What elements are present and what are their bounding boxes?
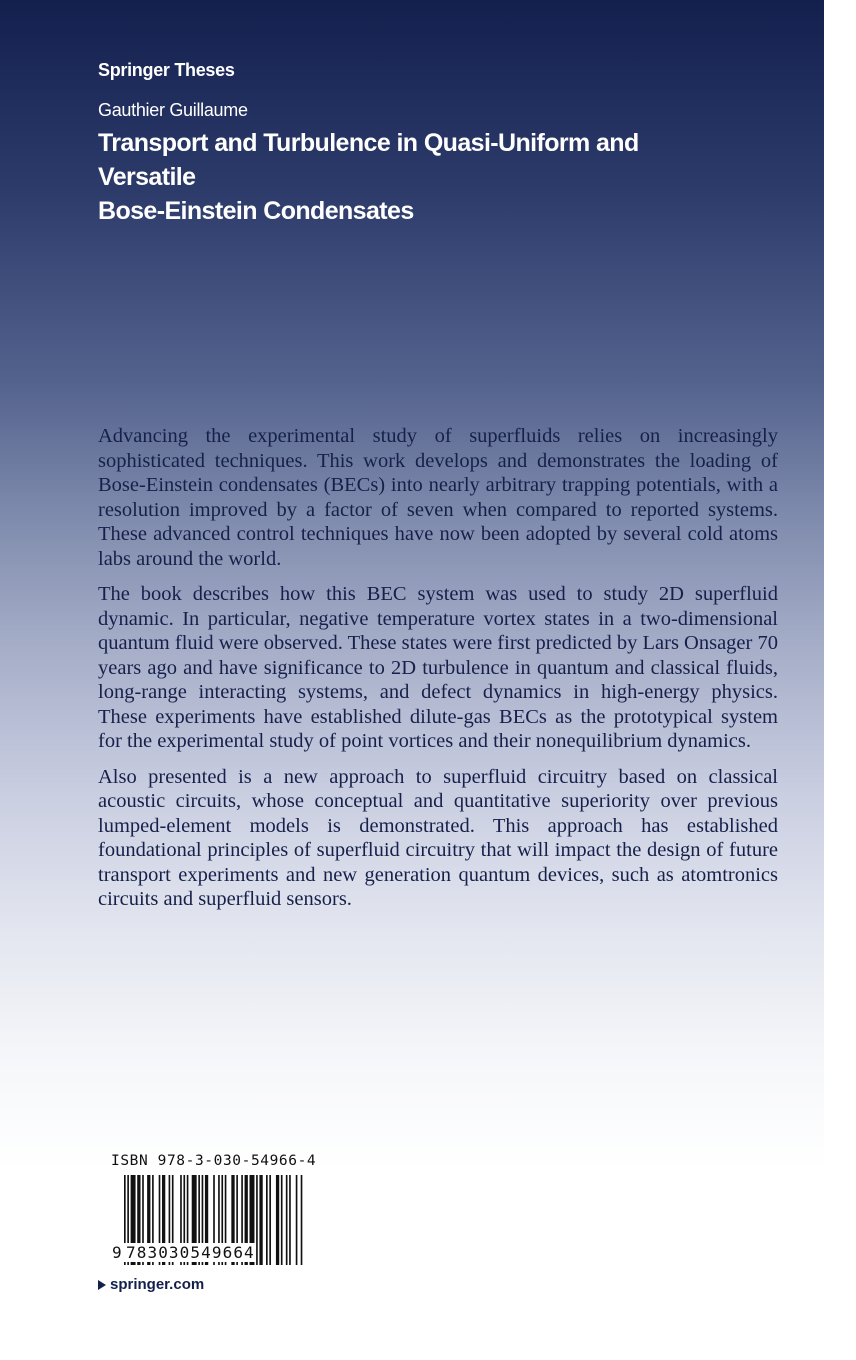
isbn-label: ISBN 978-3-030-54966-4	[111, 1153, 317, 1169]
barcode-lead-digit: 9	[112, 1243, 122, 1262]
website-link[interactable]	[98, 1276, 204, 1293]
book-title	[98, 126, 738, 228]
blurb-paragraph-3: Also presented is a new approach to superfluid circuitry based on classical acoustic circuits, whose conceptual and quantitative superiority over previous lumped-element models is demonstrated. This approach has established foundational principles of superfluid circuitry that will impact the design of future transport experiments and new generation quantum devices, such as atomtronics circuits and superfluid sensors.	[98, 765, 778, 910]
website-text: springer.com	[110, 1276, 205, 1293]
blurb-paragraph-1: Advancing the experimental study of superfluids relies on increasingly sophisticated techniques. This work develops and demonstrates the loading of Bose-Einstein condensates (BECs) into nearly arbitrary trapping potentials, with a resolution improved by a factor of seven when compared to reported systems. These advanced control techniques have now been adopted by several cold atoms labs around the world.	[98, 425, 778, 570]
series-name: Springer Theses	[98, 60, 235, 80]
barcode-digits: 783030549664	[126, 1243, 255, 1262]
title-line-2: Bose-Einstein Condensates	[98, 197, 414, 225]
arrow-right-icon	[98, 1280, 106, 1290]
title-line-1: Transport and Turbulence in Quasi-Uniform and Versatile	[98, 129, 639, 191]
blurb	[98, 424, 778, 923]
author-name: Gauthier Guillaume	[98, 100, 248, 120]
blurb-paragraph-2: The book describes how this BEC system was used to study 2D superfluid dynamic. In particular, negative temperature vortex states in a two-dimensional quantum fluid were observed. These states were first predicted by Lars Onsager 70 years ago and have significance to 2D turbulence in quantum and classical fluids, long-range interacting systems, and defect dynamics in high-energy physics. These experiments have established dilute-gas BECs as the prototypical system for the experimental study of point vortices and their nonequilibrium dynamics.	[98, 583, 778, 752]
